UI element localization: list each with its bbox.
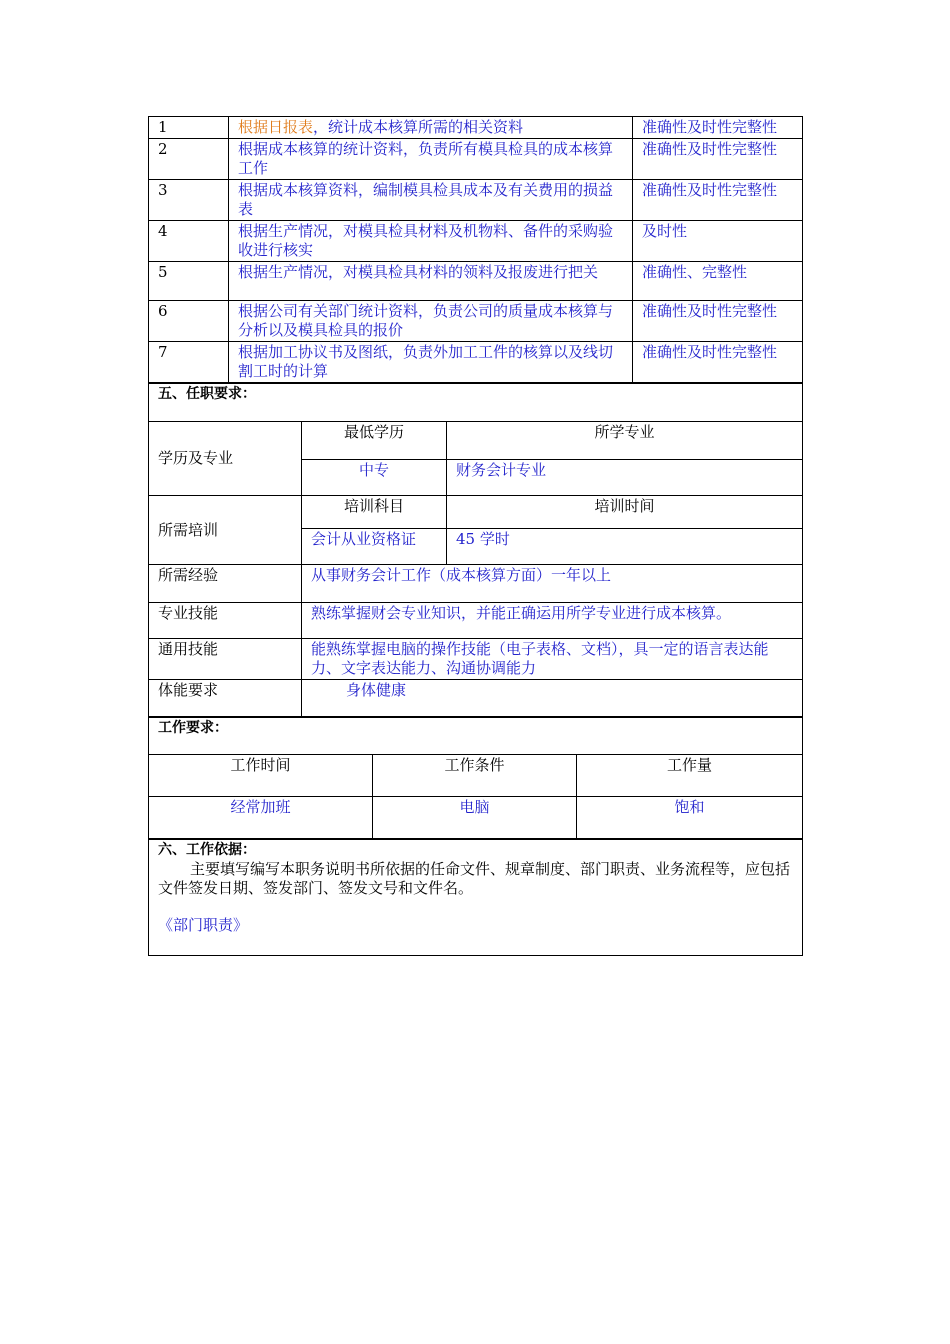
duty-number: 7: [149, 342, 229, 383]
duty-description: [229, 139, 633, 180]
physical-value: 身体健康: [302, 680, 803, 717]
work-header-load: 工作量: [577, 755, 803, 797]
work-value-condition: 电脑: [373, 797, 577, 839]
basis-cell: [149, 840, 803, 956]
work-value-time: 经常加班: [149, 797, 373, 839]
duty-description: [229, 117, 633, 139]
duty-description: [229, 221, 633, 262]
duty-description: [229, 301, 633, 342]
work-header-time: 工作时间: [149, 755, 373, 797]
duty-text: ，统计成本核算所需的相关资料: [313, 118, 524, 136]
duty-standard: 准确性及时性完整性: [633, 342, 803, 383]
duty-row: [149, 221, 803, 262]
edu-value-major: 财务会计专业: [447, 460, 803, 496]
train-header-time: 培训时间: [447, 496, 803, 529]
train-value-time: 45 学时: [447, 529, 803, 565]
duty-text: 根据生产情况，对模具检具材料的领料及报废进行把关: [238, 263, 599, 281]
duty-text: 根据公司有关部门统计资料，负责公司的质量成本核算与分析以及模具检具的报价: [238, 302, 614, 339]
section5-title: 五、任职要求：: [149, 384, 803, 422]
work-value-load: 饱和: [577, 797, 803, 839]
edu-label: 学历及专业: [149, 422, 302, 496]
duty-standard: 准确性、完整性: [633, 262, 803, 301]
train-value-subject: 会计从业资格证: [302, 529, 447, 565]
duty-description: [229, 180, 633, 221]
duty-standard: 准确性及时性完整性: [633, 139, 803, 180]
duty-row: [149, 180, 803, 221]
section6-title: 六、工作依据：: [158, 842, 256, 858]
work-header-condition: 工作条件: [373, 755, 577, 797]
physical-label: 体能要求: [149, 680, 302, 717]
pro-skill-label: 专业技能: [149, 603, 302, 639]
duty-number: 4: [149, 221, 229, 262]
edu-header-major: 所学专业: [447, 422, 803, 460]
duty-number: 6: [149, 301, 229, 342]
duty-standard: 准确性及时性完整性: [633, 301, 803, 342]
duty-text: 根据成本核算资料，编制模具检具成本及有关费用的损益表: [238, 181, 614, 218]
dept-duties-link[interactable]: 《部门职责》: [158, 916, 249, 934]
edu-header-degree: 最低学历: [302, 422, 447, 460]
exp-label: 所需经验: [149, 565, 302, 603]
duty-number: 5: [149, 262, 229, 301]
pro-skill-value: 熟练掌握财会专业知识，并能正确运用所学专业进行成本核算。: [302, 603, 803, 639]
gen-skill-label: 通用技能: [149, 639, 302, 680]
basis-table: [148, 839, 803, 956]
train-label: 所需培训: [149, 496, 302, 565]
duties-table: [148, 116, 803, 383]
requirements-table: [148, 383, 803, 717]
train-header-subject: 培训科目: [302, 496, 447, 529]
duty-standard: 准确性及时性完整性: [633, 117, 803, 139]
duty-description: [229, 342, 633, 383]
duty-highlight: 根据日报表: [238, 118, 314, 136]
work-title: 工作要求：: [149, 718, 803, 755]
duty-text: 根据加工协议书及图纸，负责外加工工件的核算以及线切割工时的计算: [238, 343, 614, 380]
edu-value-degree: 中专: [302, 460, 447, 496]
duty-description: [229, 262, 633, 301]
duty-row: [149, 117, 803, 139]
duty-text: 根据生产情况，对模具检具材料及机物料、备件的采购验收进行核实: [238, 222, 614, 259]
exp-value: 从事财务会计工作（成本核算方面）一年以上: [302, 565, 803, 603]
duty-row: [149, 301, 803, 342]
duty-number: 1: [149, 117, 229, 139]
duty-row: [149, 342, 803, 383]
work-table: [148, 717, 803, 839]
duty-standard: 及时性: [633, 221, 803, 262]
duty-row: [149, 262, 803, 301]
duty-number: 3: [149, 180, 229, 221]
duty-number: 2: [149, 139, 229, 180]
section6-body: 主要填写编写本职务说明书所依据的任命文件、规章制度、部门职责、业务流程等，应包括文件签发日期、签发部门、签发文号和文件名。: [158, 860, 791, 897]
duty-row: [149, 139, 803, 180]
duty-text: 根据成本核算的统计资料，负责所有模具检具的成本核算工作: [238, 140, 614, 177]
job-description-page: [148, 116, 802, 956]
duty-standard: 准确性及时性完整性: [633, 180, 803, 221]
gen-skill-value: 能熟练掌握电脑的操作技能（电子表格、文档），具一定的语言表达能力、文字表达能力、沟通协调能力: [302, 639, 803, 680]
